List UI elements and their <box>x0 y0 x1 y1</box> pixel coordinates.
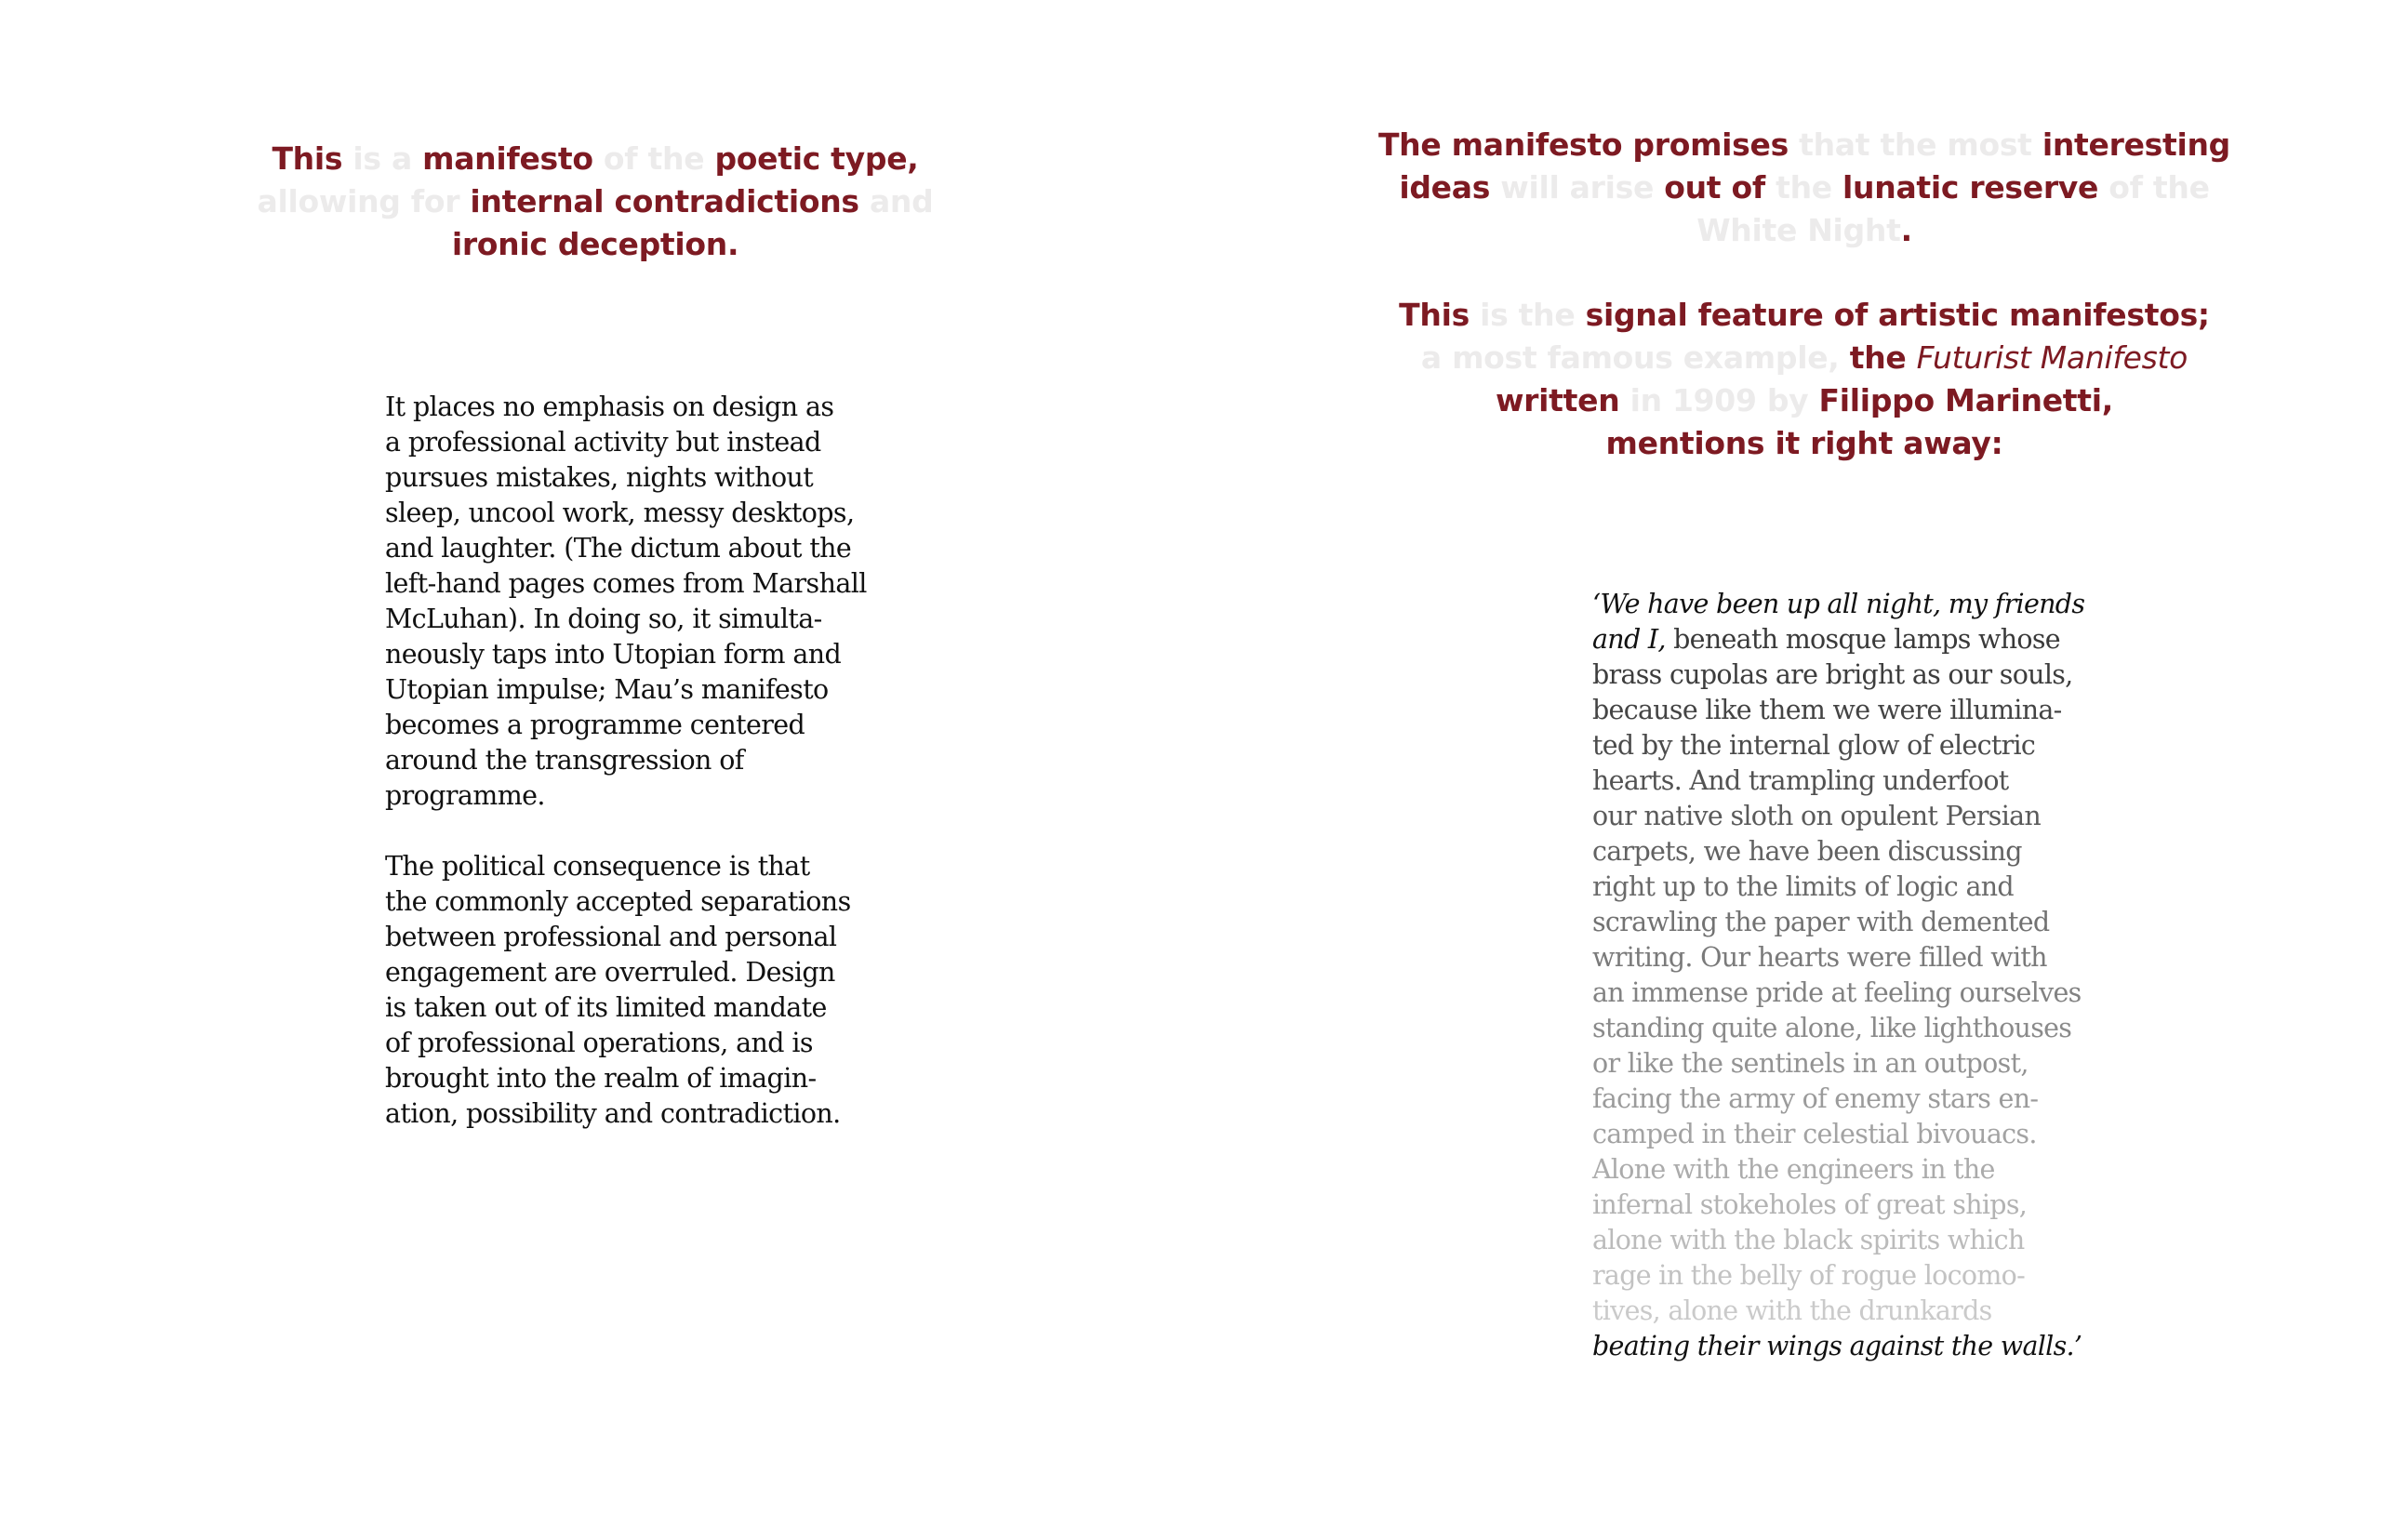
quote-line: rage in the belly of rogue locomo- <box>1592 1260 2026 1291</box>
body-line: and laughter. (The dictum about the <box>385 533 852 564</box>
quote-line-text: and I, <box>1592 624 1666 655</box>
body-line: between professional and personal <box>385 922 837 952</box>
headline-fragment: the <box>1849 339 1917 376</box>
quote-line: writing. Our hearts were filled with <box>1592 942 2047 973</box>
right-headline-1-line-1 <box>1209 124 2381 166</box>
left-headline-line-1 <box>0 138 1190 180</box>
right-headline-2-line-3 <box>1209 379 2381 422</box>
right-headline-2-line-4 <box>1209 422 2381 465</box>
left-page <box>0 0 1190 1540</box>
right-headline-2-line-2 <box>1209 337 2381 379</box>
headline-fragment: . <box>1900 212 1912 248</box>
quote-line: scrawling the paper with demented <box>1592 907 2050 937</box>
body-line: brought into the realm of imagin- <box>385 1063 817 1094</box>
body-line: neously taps into Utopian form and <box>385 639 842 670</box>
body-paragraph-2 <box>385 849 867 1132</box>
headline-fragment: the <box>1764 169 1843 206</box>
headline-fragment: and <box>858 183 934 219</box>
body-line: around the transgression of <box>385 745 744 776</box>
body-line: becomes a programme centered <box>385 710 805 740</box>
quote-line: ted by the internal glow of electric <box>1592 730 2036 761</box>
headline-fragment: This <box>272 140 343 177</box>
headline-fragment: lunatic reserve <box>1842 169 2099 206</box>
body-line: is taken out of its limited mandate <box>385 992 827 1023</box>
headline-fragment: internal contradictions <box>470 183 859 219</box>
headline-fragment: Filippo Marinetti, <box>1818 382 2113 418</box>
marinetti-quote <box>1592 587 2084 1364</box>
headline-fragment: of the <box>592 140 715 177</box>
body-line: sleep, uncool work, messy desktops, <box>385 498 855 528</box>
headline-fragment: poetic type, <box>714 140 919 177</box>
body-line: It places no emphasis on design as <box>385 392 834 422</box>
body-line: a professional activity but instead <box>385 427 821 458</box>
quote-line: an immense pride at feeling ourselves <box>1592 977 2082 1008</box>
body-line: pursues mistakes, nights without <box>385 462 814 493</box>
body-line: engagement are overruled. Design <box>385 957 835 988</box>
quote-line: carpets, we have been discussing <box>1592 836 2022 867</box>
headline-fragment: This <box>1399 297 1470 333</box>
headline-fragment: ideas <box>1399 169 1491 206</box>
body-line: McLuhan). In doing so, it simulta- <box>385 604 822 634</box>
body-line: ation, possibility and contradiction. <box>385 1098 841 1129</box>
headline-fragment: out of <box>1664 169 1765 206</box>
headline-fragment: ironic deception. <box>451 226 739 262</box>
quote-line: or like the sentinels in an outpost, <box>1592 1048 2029 1079</box>
quote-line: hearts. And trampling underfoot <box>1592 765 2009 796</box>
right-headline-1-line-3 <box>1209 209 2381 252</box>
quote-line: camped in their celestial bivouacs. <box>1592 1119 2037 1149</box>
quote-line-text: beating their wings against the walls.’ <box>1592 1331 2082 1361</box>
left-headline-line-3 <box>0 223 1190 266</box>
headline-fragment: is a <box>342 140 423 177</box>
quote-line: our native sloth on opulent Persian <box>1592 801 2042 831</box>
headline-fragment: will arise <box>1490 169 1665 206</box>
quote-line: alone with the black spirits which <box>1592 1225 2025 1255</box>
quote-line <box>1592 1329 2084 1364</box>
headline-fragment: manifesto <box>422 140 593 177</box>
body-line: The political consequence is that <box>385 851 810 882</box>
headline-fragment: a most famous example, <box>1420 339 1850 376</box>
right-headline-1-line-2 <box>1209 166 2381 209</box>
futurist-manifesto-title: Futurist Manifesto <box>1916 339 2188 376</box>
headline-fragment: of the <box>2098 169 2210 206</box>
quote-line: infernal stokeholes of great ships, <box>1592 1189 2028 1220</box>
quote-line: tives, alone with the drunkards <box>1592 1295 1992 1326</box>
quote-line: right up to the limits of logic and <box>1592 871 2014 902</box>
body-line: Utopian impulse; Mau’s manifesto <box>385 674 829 705</box>
quote-line: because like them we were illumina- <box>1592 695 2062 725</box>
quote-line <box>1592 622 2084 657</box>
body-line: programme. <box>385 780 545 811</box>
left-body-text <box>385 390 867 1167</box>
right-headline-2-line-1 <box>1209 294 2381 337</box>
left-headline <box>0 138 1190 266</box>
headline-fragment: mentions it right away: <box>1605 425 2003 461</box>
quote-line: standing quite alone, like lighthouses <box>1592 1013 2072 1043</box>
body-paragraph-1 <box>385 390 867 814</box>
quote-line: brass cupolas are bright as our souls, <box>1592 659 2073 690</box>
body-line: of professional operations, and is <box>385 1028 813 1058</box>
headline-fragment: The manifesto promises <box>1377 126 1789 163</box>
headline-fragment: White Night <box>1696 212 1901 248</box>
right-headline-1 <box>1209 124 2381 252</box>
headline-fragment: that the most <box>1788 126 2042 163</box>
headline-fragment: allowing for <box>257 183 471 219</box>
right-headline-2 <box>1209 294 2381 465</box>
headline-fragment: signal feature of artistic manifestos; <box>1585 297 2210 333</box>
headline-fragment: is the <box>1469 297 1586 333</box>
quote-line-rest: beneath mosque lamps whose <box>1665 624 2060 655</box>
quote-line <box>1592 587 2084 622</box>
body-line: the commonly accepted separations <box>385 886 851 917</box>
quote-line: facing the army of enemy stars en- <box>1592 1083 2039 1114</box>
left-headline-line-2 <box>0 180 1190 223</box>
quote-line-text: ‘We have been up all night, my friends <box>1592 589 2085 619</box>
quote-line: Alone with the engineers in the <box>1592 1154 1995 1185</box>
headline-fragment: written <box>1496 382 1620 418</box>
body-line: left-hand pages comes from Marshall <box>385 568 867 599</box>
headline-fragment: in 1909 by <box>1619 382 1819 418</box>
headline-fragment: interesting <box>2042 126 2231 163</box>
